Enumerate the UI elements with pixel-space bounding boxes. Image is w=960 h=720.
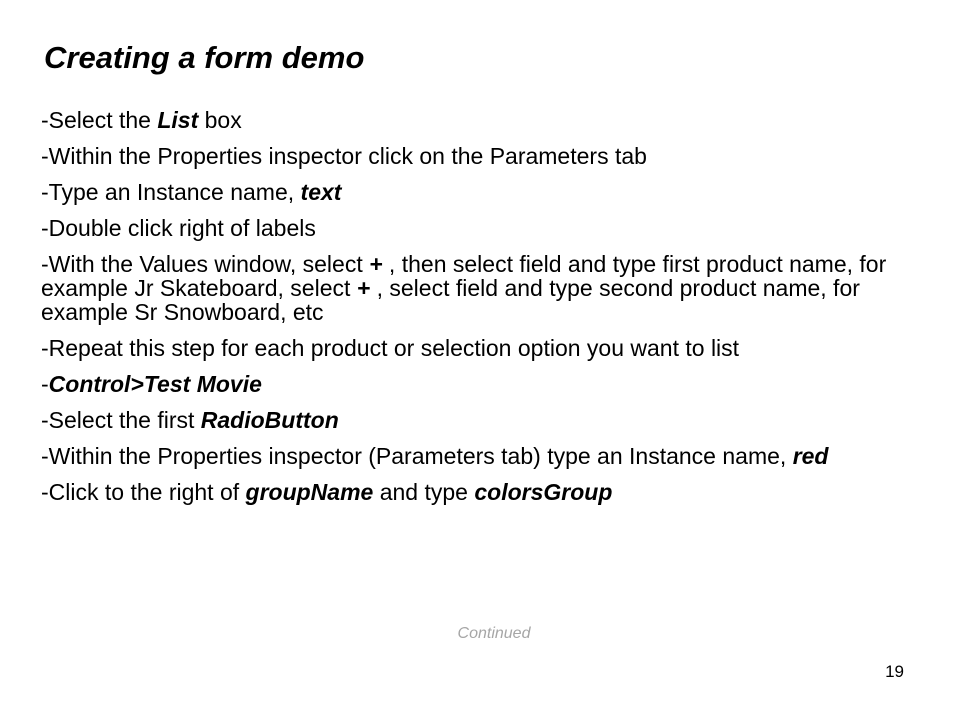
bullet-text: -Select the <box>41 107 158 133</box>
bullet-text: -With the Values window, select <box>41 251 370 277</box>
bullet-text: , select field and type second product name, for example Sr Snowboard, etc <box>41 275 860 325</box>
bullet-text: and type <box>373 479 475 505</box>
bullet-text: -Within the Properties inspector click on the Parameters tab <box>41 143 647 169</box>
bullet-emphasis: RadioButton <box>200 407 339 433</box>
bullet-text: -Click to the right of <box>41 479 246 505</box>
bullet-parameters-tab <box>41 144 921 168</box>
page-number: 19 <box>885 662 904 681</box>
bullet-select-radiobutton <box>41 408 921 432</box>
bullet-emphasis: + <box>356 275 371 301</box>
bullet-emphasis: red <box>792 443 829 469</box>
bullet-test-movie <box>41 372 921 396</box>
bullet-emphasis: colorsGroup <box>474 479 613 505</box>
bullet-emphasis: text <box>300 179 342 205</box>
bullet-instance-name-text <box>41 180 921 204</box>
bullet-text: , then select field and type first product name, for example Jr Skateboard, select <box>41 251 887 301</box>
bullet-text: -Select the first <box>41 407 201 433</box>
bullet-emphasis: Control>Test Movie <box>48 371 262 397</box>
bullet-instance-name-red <box>41 444 921 468</box>
bullet-text: - <box>41 371 49 397</box>
bullet-text: -Type an Instance name, <box>41 179 301 205</box>
continued-label: Continued <box>457 625 531 642</box>
bullet-emphasis: groupName <box>245 479 374 505</box>
bullet-group-name <box>41 480 921 504</box>
bullet-emphasis: List <box>157 107 199 133</box>
slide-title: Creating a form demo <box>44 40 365 75</box>
bullet-repeat-step <box>41 336 921 360</box>
bullet-select-list-box <box>41 108 921 132</box>
bullet-text: -Repeat this step for each product or selection option you want to list <box>41 335 740 361</box>
bullet-list <box>41 108 921 516</box>
bullet-text: box <box>198 107 242 133</box>
bullet-text: -Within the Properties inspector (Parameters tab) type an Instance name, <box>41 443 793 469</box>
bullet-values-window <box>41 252 921 324</box>
bullet-text: -Double click right of labels <box>41 215 316 241</box>
bullet-double-click-labels <box>41 216 921 240</box>
bullet-emphasis: + <box>369 251 383 277</box>
